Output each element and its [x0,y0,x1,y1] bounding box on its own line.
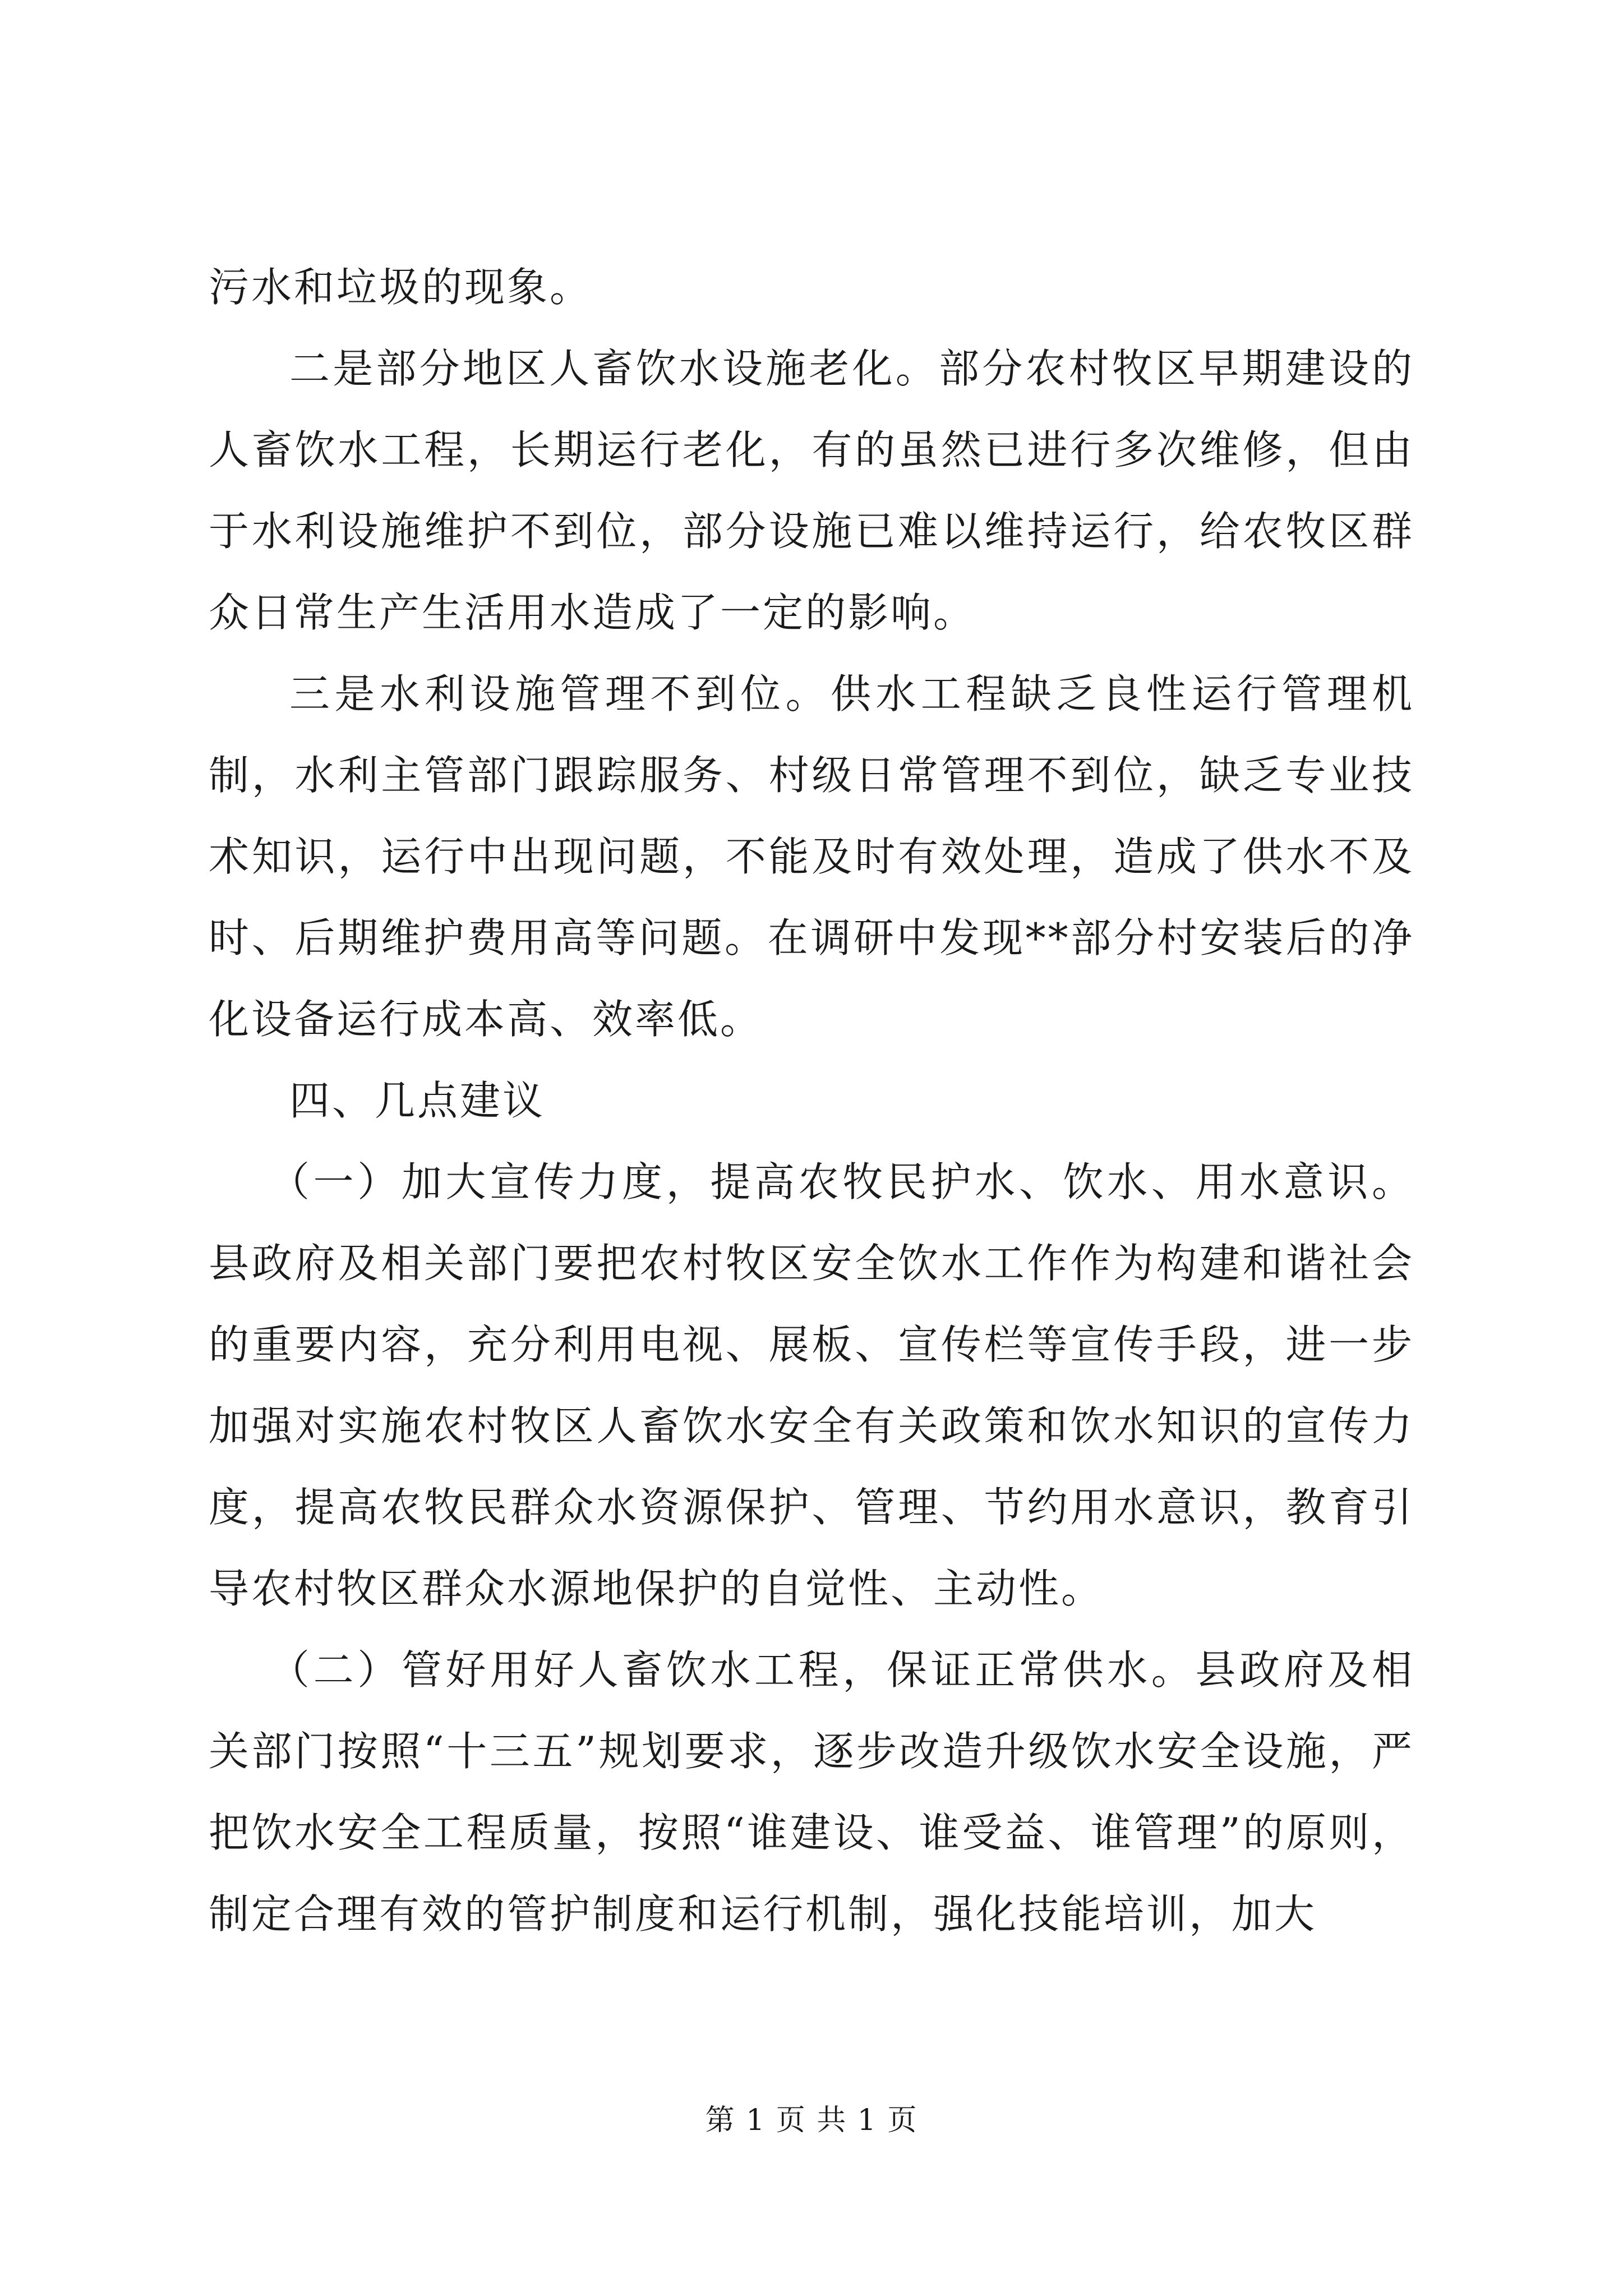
paragraph-suggestion-two: （二）管好用好人畜饮水工程，保证正常供水。县政府及相关部门按照“十三五”规划要求，逐步改造升级饮水安全设施，严把饮水安全工程质量，按照“谁建设、谁受益、谁管理”的原则，制定合理有效的管护制度和运行机制，强化技能培训，加大 [209,1646,1414,1938]
document-body [209,247,1414,1955]
paragraph-facility-aging: 二是部分地区人畜饮水设施老化。部分农村牧区早期建设的人畜饮水工程，长期运行老化，有的虽然已进行多次维修，但由于水利设施维护不到位，部分设施已难以维持运行，给农牧区群众日常生产生活用水造成了一定的影响。 [209,345,1414,636]
page-footer: 第 1 页 共 1 页 [705,2104,918,2137]
paragraph-suggestion-one: （一）加大宣传力度，提高农牧民护水、饮水、用水意识。县政府及相关部门要把农村牧区安全饮水工作作为构建和谐社会的重要内容，充分利用电视、展板、宣传栏等宣传手段，进一步加强对实施农村牧区人畜饮水安全有关政策和饮水知识的宣传力度，提高农牧民群众水资源保护、管理、节约用水意识，教育引导农村牧区群众水源地保护的自觉性、主动性。 [209,1158,1414,1612]
paragraph-continuation: 污水和垃圾的现象。 [209,264,593,311]
section-heading-suggestions: 四、几点建议 [289,1077,546,1124]
paragraph-management-issues: 三是水利设施管理不到位。供水工程缺乏良性运行管理机制，水利主管部门跟踪服务、村级日常管理不到位，缺乏专业技术知识，运行中出现问题，不能及时有效处理，造成了供水不及时、后期维护费用高等问题。在调研中发现**部分村安装后的净化设备运行成本高、效率低。 [209,670,1414,1043]
